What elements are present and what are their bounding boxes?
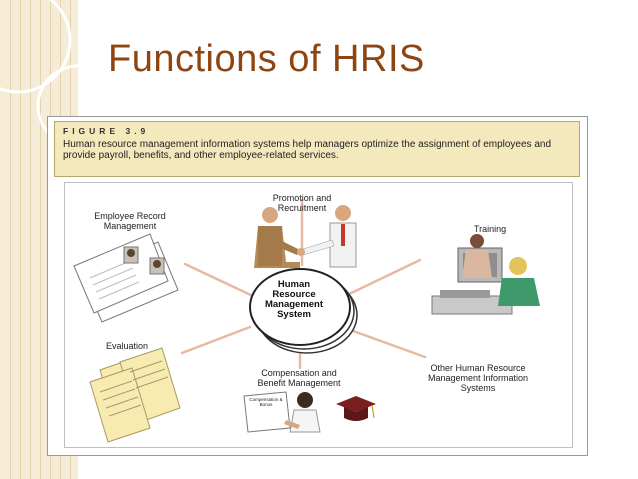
employee-record-label-line: Employee Record — [94, 211, 166, 221]
graduation-cap-icon — [336, 396, 376, 421]
compensation-label-line: Benefit Management — [257, 378, 341, 388]
promotion-label — [252, 193, 352, 213]
handshake-icon — [254, 205, 356, 268]
other-systems-label-line: Other Human Resource — [430, 363, 526, 373]
training-label — [460, 224, 520, 234]
figure-label: FIGURE 3.9 — [63, 126, 150, 136]
promotion-label-line: Promotion and — [272, 193, 332, 203]
center-label-line: Management — [264, 299, 324, 310]
compensation-label-line: Compensation and — [261, 368, 337, 378]
center-system-label — [244, 280, 344, 320]
evaluation-label-line: Evaluation — [105, 341, 149, 351]
evaluation-label — [92, 341, 162, 351]
figure-caption: Human resource management information systems help managers optimize the assignment of employees and provide payroll, benefits, and other employee-related services. — [63, 139, 552, 161]
spoke-evaluation — [182, 327, 250, 353]
compensation-label — [244, 368, 354, 388]
promotion-label-line: Recruitment — [277, 203, 327, 213]
training-label-line: Training — [473, 224, 507, 234]
other-systems-label-line: Management Information — [427, 373, 529, 383]
computer-training-icon — [432, 234, 540, 314]
employee-record-label-line: Management — [103, 221, 157, 231]
other-systems-label-line: Systems — [460, 383, 496, 393]
slide-title: Functions of HRIS — [108, 38, 425, 80]
evaluation-forms-icon — [90, 348, 180, 442]
center-label-line: Human — [277, 279, 311, 290]
spoke-other — [345, 328, 425, 357]
other-systems-label — [408, 363, 548, 393]
center-label-line: System — [277, 309, 311, 320]
resume-documents-icon — [74, 234, 178, 322]
employee-record-label — [80, 211, 180, 231]
compensation-doc-label-line: Bonus — [259, 402, 273, 407]
center-label-line: Resource — [272, 289, 316, 300]
compensation-doc-label-line: Compensation & — [249, 397, 283, 402]
compensation-doc-label — [244, 397, 288, 407]
